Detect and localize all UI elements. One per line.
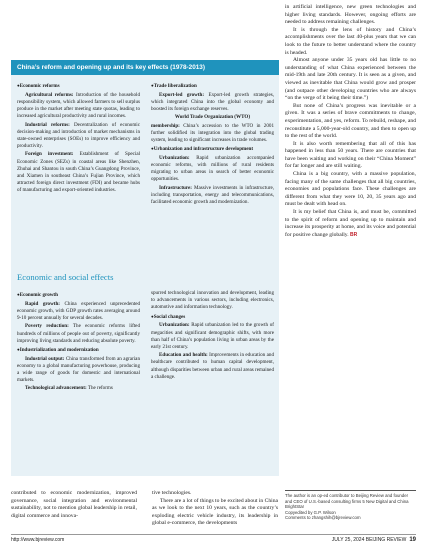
- footer-issue: [332, 537, 416, 543]
- feature-paragraph: [151, 123, 274, 145]
- feature-title: China’s reform and opening up and its key effects (1978-2013): [11, 60, 279, 75]
- feature-column-3: [17, 290, 140, 394]
- paragraph-lead: Urbanization:: [159, 154, 190, 161]
- paragraph-text: The reforms: [86, 385, 113, 392]
- bottom-column-2: [152, 490, 278, 528]
- feature-paragraph: [17, 385, 140, 392]
- footer-url[interactable]: http://www.bjreview.com: [11, 537, 65, 543]
- paragraph: [285, 27, 416, 57]
- paragraph-lead: Agricultural reforms:: [25, 91, 74, 98]
- paragraph-text: Massive investments in infrastructure, including transportation, energy and telecommunications, facilitated economic growth and modernization.: [151, 184, 274, 206]
- main-article-column: [285, 4, 416, 239]
- page-number: 19: [409, 537, 416, 543]
- paragraph: [285, 141, 416, 171]
- bottom-column-1: [11, 490, 137, 520]
- footer-divider: [11, 534, 416, 535]
- feature-paragraph: [17, 301, 140, 323]
- paragraph-lead: Industrial output:: [25, 355, 65, 362]
- feature-column-4: [151, 290, 274, 382]
- bio-line: Copyedited by G.P. Wilson: [285, 509, 336, 515]
- paragraph: There are a lot of things to be excited about in China as we look to the next 10 years, such as the country’s exploding electric vehicle industry, its leadership in global e-commerce, the developments: [152, 497, 278, 527]
- feature-subhead: ● Trade liberalization: [151, 82, 274, 90]
- paragraph-text: Export-led growth strategies, which integrated China into the global economy and boosted its foreign exchange reserves.: [151, 91, 274, 113]
- paragraph-lead: membership:: [151, 122, 180, 129]
- paragraph-lead: Poverty reduction:: [25, 323, 69, 330]
- paragraph-lead: Rapid growth:: [25, 300, 60, 307]
- paragraph-text: It is also worth remembering that all of this has happened in less than 50 years. There are countries that have been waiting and working on their “China Moment” for far longer and are still waiting.: [285, 140, 416, 170]
- paragraph-lead: Foreign investment:: [25, 151, 74, 158]
- feature-column-2: [151, 81, 274, 207]
- issue-label: JULY 25, 2024 BEIJING REVIEW: [331, 537, 407, 543]
- paragraph-text: in artificial intelligence, new green technologies and higher living standards. However, ongoing efforts are needed to address remaining challenges.: [285, 4, 416, 26]
- feature-paragraph: [17, 323, 140, 345]
- paragraph-text: China transformed from an agrarian economy to a global manufacturing powerhouse, producing a wide range of goods for domestic and international markets.: [17, 355, 140, 384]
- feature-paragraph: [17, 356, 140, 385]
- paragraph-text: Introduction of the household responsibility system, which allowed farmers to sell surplus produce in the market after meeting state quotas, leading to increased agricultural productivity and rural incomes.: [17, 91, 140, 120]
- paragraph-lead: Education and health:: [159, 352, 208, 359]
- paragraph-text: China experienced unprecedented economic growth, with GDP growth rates averaging around 9-10 percent annually for several decades.: [17, 300, 141, 322]
- paragraph-text: The economic reforms lifted hundreds of millions of people out of poverty, significantly improving living standards and reducing absolute poverty.: [17, 323, 140, 344]
- paragraph-text: It is my belief that China is, and must be, committed to the spirit of reform and opening up to maintain and increase its prosperity at home, and its voice and potential for positive change globally.: [285, 209, 416, 238]
- paragraph-text: Decentralization of economic decision-making and introduction of market mechanisms in state-owned enterprises (SOEs) to improve efficiency and productivity.: [17, 121, 140, 150]
- feature-paragraph: [151, 185, 274, 207]
- paragraph-lead: Export-led growth:: [159, 91, 205, 98]
- paragraph-lead: Technological advancement:: [25, 385, 87, 392]
- feature-paragraph: [17, 92, 140, 121]
- paragraph-text: spurred technological innovation and development, leading to advancements in various sectors, including electronics, automotive and information technology.: [151, 290, 274, 311]
- paragraph-text: Rapid urbanization led to the growth of megacities and significant demographic shifts, with more than half of China’s population living in urban areas by the early 21st century.: [151, 322, 274, 350]
- feature-subhead: World Trade Organization (WTO): [174, 114, 251, 121]
- paragraph: contributed to economic modernization, improved governance, social integration and environmental sustainability, not to mention global leadership in retail, digital commerce and innova-: [11, 490, 137, 519]
- feature-paragraph: [151, 92, 274, 114]
- feature-column-1: [17, 81, 140, 196]
- feature-paragraph: [151, 352, 274, 381]
- paragraph-text: China is a big country, with a massive population, facing many of the same challenges that all big countries, economies and populations face. These challenges are different from what they were 10, 20, 35 years ago and must be dealt with head on.: [285, 171, 416, 208]
- paragraph: [285, 171, 416, 209]
- feature-subhead: ● Urbanization and infrastructure development: [151, 145, 274, 153]
- feature-paragraph: [17, 151, 140, 194]
- section-title: Economic and social effects: [17, 272, 114, 282]
- paragraph-lead: Infrastructure:: [159, 184, 193, 191]
- bio-line: The author is an op-ed contributor to Beijing Review and founder and CEO of U.S.-based consulting firms 5 New Digital and China BrightStar: [285, 493, 409, 510]
- feature-paragraph: [17, 122, 140, 151]
- feature-subhead: ● Economic growth: [17, 291, 140, 299]
- author-bio: [285, 490, 416, 521]
- feature-paragraph: [151, 322, 274, 351]
- paragraph-lead: Urbanization:: [159, 322, 190, 329]
- paragraph: [285, 4, 416, 27]
- paragraph-text: Establishment of Special Economic Zones (SEZs) in coastal areas like Shenzhen, Zhuhai and Shantou in south China’s Guangdong Province, and Xiamen in southeast China’s Fujian Province, which attracted foreign direct investment (FDI) and became hubs of manufacturing and export-oriented industries.: [17, 151, 140, 194]
- paragraph-text: Rapid urbanization accompanied economic reforms, with millions of rural residents migrating to urban areas in search of better economic opportunities.: [151, 154, 274, 183]
- feature-subhead: ● Economic reforms: [17, 82, 140, 90]
- paragraph: [285, 57, 416, 103]
- feature-paragraph: [151, 155, 274, 184]
- feature-subhead: ● Industrialization and modernization: [17, 346, 140, 354]
- paragraph: [285, 103, 416, 141]
- feature-paragraph: [151, 290, 274, 312]
- paragraph-text: It is through the lens of history and China’s accomplishments over the last 40-plus years that we can look to the future to better understand where the country is headed.: [285, 26, 416, 56]
- paragraph-text: But none of China’s progress was inevitable or a given. It was a series of brave commitments to change, experimentation, and yes, reform. To rebuild, reshape, and reconstitute a 5,000-year-old country, and then to open up to the rest of the world.: [285, 102, 416, 140]
- paragraph: tive technologies.: [152, 490, 192, 496]
- paragraph-text: China’s accession to the WTO in 2001 further solidified its integration into the global trading system, leading to significant increases in trade volumes.: [151, 122, 274, 143]
- paragraph-text: Almost anyone under 35 years old has little to no understanding of what China experienced between the mid-19th and late 20th century. It is seen as a given, and viewed as inevitable that China would grow and prosper (and outpace other developing countries who are always “on the verge of it being their time.”): [285, 57, 416, 102]
- feature-subhead: ● Social changes: [151, 313, 274, 321]
- paragraph-lead: Industrial reforms:: [25, 121, 70, 128]
- paragraph: [285, 209, 416, 239]
- paragraph-text: Improvements in education and healthcare contributed to human capital development, although disparities between urban and rural areas remained a challenge.: [151, 352, 275, 380]
- bio-line: Comments to zhangshih@bjreview.com: [285, 515, 361, 521]
- end-mark: BR: [350, 231, 358, 238]
